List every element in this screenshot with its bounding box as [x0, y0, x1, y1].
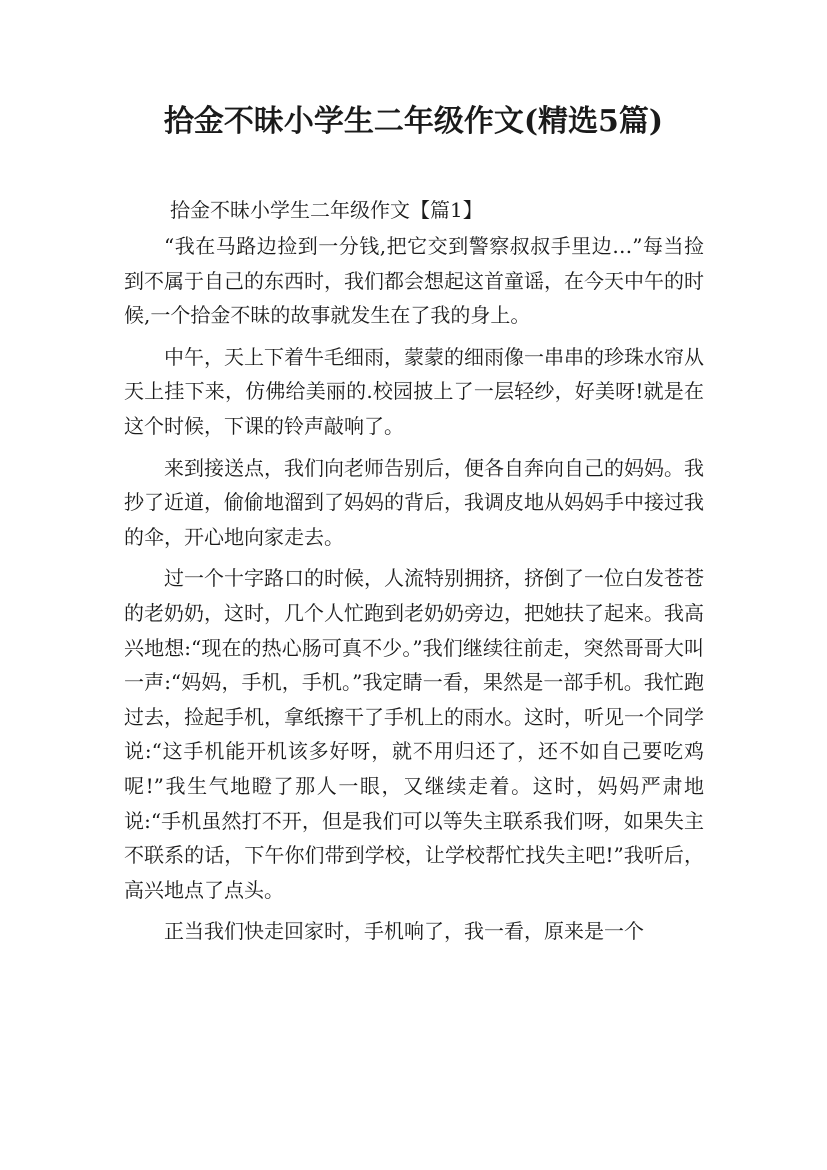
section-heading: 拾金不昧小学生二年级作文【篇1】 [170, 198, 483, 222]
paragraph: 中午，天上下着牛毛细雨，蒙蒙的细雨像一串串的珍珠水帘从天上挂下来，仿佛给美丽的.校园披上了一层轻纱，好美呀!就是在这个时候，下课的铃声敲响了。 [124, 344, 704, 438]
document-title: 拾金不昧小学生二年级作文(精选5篇) [163, 104, 664, 139]
article-body [124, 229, 704, 956]
paragraph: 过一个十字路口的时候，人流特别拥挤，挤倒了一位白发苍苍的老奶奶，这时，几个人忙跑到老奶奶旁边，把她扶了起来。我高兴地想:“现在的热心肠可真不少。”我们继续往前走，突然哥哥大叫一声:“妈妈，手机，手机。”我定睛一看，果然是一部手机。我忙跑过去，捡起手机，拿纸擦干了手机上的雨水。这时，听见一个同学说:“这手机能开机该多好呀，就不用归还了，还不如自己要吃鸡呢!”我生气地瞪了那人一眼，又继续走着。这时，妈妈严肃地说:“手机虽然打不开，但是我们可以等失主联系我们呀，如果失主不联系的话，下午你们带到学校，让学校帮忙找失主吧!”我听后，高兴地点了点头。 [124, 566, 704, 902]
paragraph: “我在马路边捡到一分钱,把它交到警察叔叔手里边…”每当捡到不属于自己的东西时，我们都会想起这首童谣，在今天中午的时候,一个拾金不昧的故事就发生在了我的身上。 [124, 234, 704, 328]
paragraph: 正当我们快走回家时，手机响了，我一看，原来是一个 [164, 919, 644, 944]
paragraph: 来到接送点，我们向老师告别后，便各自奔向自己的妈妈。我抄了近道，偷偷地溜到了妈妈的背后，我调皮地从妈妈手中接过我的伞，开心地向家走去。 [124, 455, 704, 549]
